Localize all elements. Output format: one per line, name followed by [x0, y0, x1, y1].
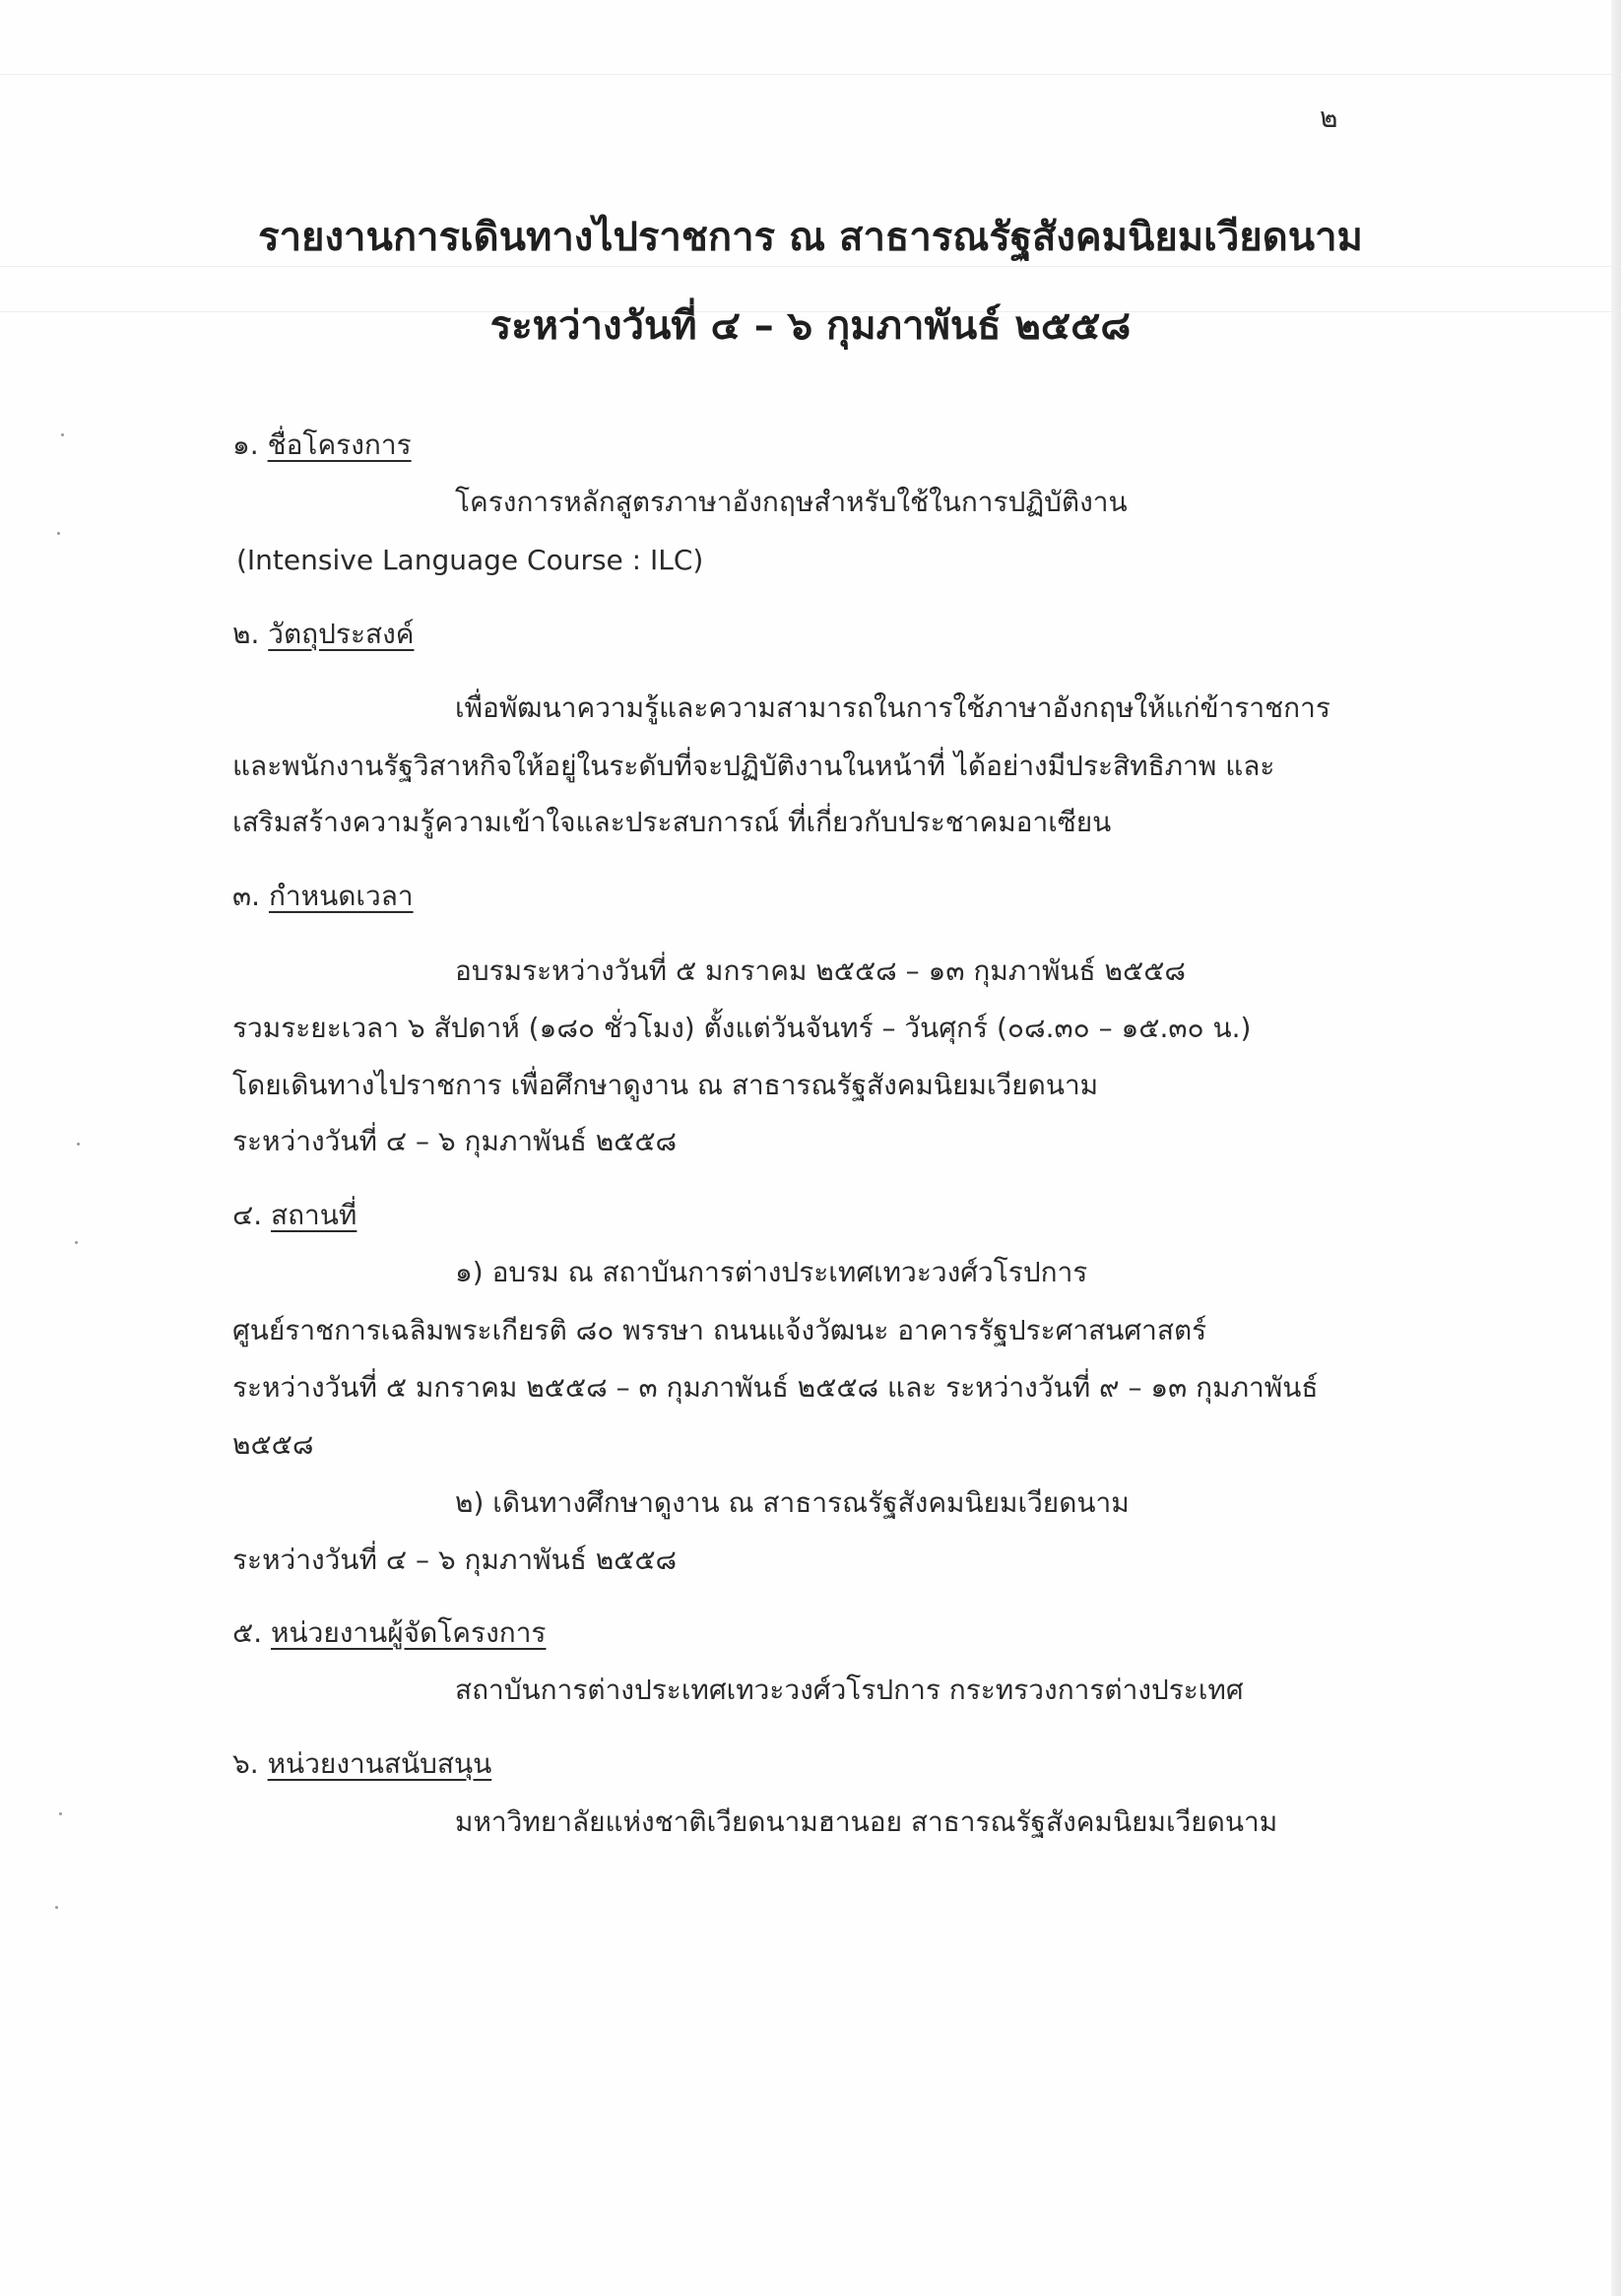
- paragraph-line: โดยเดินทางไปราชการ เพื่อศึกษาดูงาน ณ สาธารณรัฐสังคมนิยมเวียดนาม: [232, 1069, 1099, 1101]
- section-heading: [232, 617, 414, 652]
- section-heading: [232, 1198, 357, 1233]
- paragraph-line: ศูนย์ราชการเฉลิมพระเกียรติ ๘๐ พรรษา ถนนแจ้งวัฒนะ อาคารรัฐประศาสนศาสตร์: [232, 1314, 1207, 1346]
- section-title: หน่วยงานผู้จัดโครงการ: [271, 1616, 547, 1649]
- paragraph-line: รวมระยะเวลา ๖ สัปดาห์ (๑๘๐ ชั่วโมง) ตั้งแต่วันจันทร์ – วันศุกร์ (๐๘.๓๐ – ๑๕.๓๐ น.): [232, 1012, 1252, 1044]
- paragraph-line: ระหว่างวันที่ ๕ มกราคม ๒๕๕๘ – ๓ กุมภาพันธ์ ๒๕๕๘ และ ระหว่างวันที่ ๙ – ๑๓ กุมภาพันธ์: [232, 1371, 1319, 1404]
- paragraph-line: ระหว่างวันที่ ๔ – ๖ กุมภาพันธ์ ๒๕๕๘: [232, 1543, 678, 1576]
- section-heading: [232, 427, 412, 463]
- section-number: ๒.: [232, 618, 260, 650]
- paragraph-line: ระหว่างวันที่ ๔ – ๖ กุมภาพันธ์ ๒๕๕๘: [232, 1125, 678, 1157]
- page-number: ๒: [1320, 101, 1338, 134]
- section-number: ๕.: [232, 1616, 263, 1649]
- paragraph-line: สถาบันการต่างประเทศเทวะวงศ์วโรปการ กระทรวงการต่างประเทศ: [455, 1673, 1244, 1706]
- section-heading: [232, 879, 414, 914]
- section-title: สถานที่: [271, 1199, 357, 1231]
- paragraph-line: ๒) เดินทางศึกษาดูงาน ณ สาธารณรัฐสังคมนิยมเวียดนาม: [455, 1486, 1130, 1519]
- section-number: ๖.: [232, 1747, 259, 1780]
- section-number: ๔.: [232, 1199, 263, 1231]
- scan-speck: [59, 1812, 62, 1815]
- scan-speck: [57, 532, 60, 535]
- scan-artifact-line: [0, 74, 1621, 75]
- document-title-line-2: ระหว่างวันที่ ๔ – ๖ กุมภาพันธ์ ๒๕๕๘: [489, 303, 1132, 349]
- section-number: ๑.: [232, 428, 259, 461]
- paragraph-line: มหาวิทยาลัยแห่งชาติเวียดนามฮานอย สาธารณรัฐสังคมนิยมเวียดนาม: [455, 1805, 1278, 1838]
- paragraph-line: ๑) อบรม ณ สถาบันการต่างประเทศเทวะวงศ์วโรปการ: [455, 1256, 1088, 1288]
- section-title: ชื่อโครงการ: [267, 428, 412, 461]
- paragraph-line: ๒๕๕๘: [232, 1428, 314, 1461]
- section-title: วัตถุประสงค์: [268, 618, 415, 650]
- section-heading: [232, 1746, 491, 1782]
- paragraph-line: โครงการหลักสูตรภาษาอังกฤษสำหรับใช้ในการปฏิบัติงาน: [455, 486, 1128, 518]
- document-title-line-1: รายงานการเดินทางไปราชการ ณ สาธารณรัฐสังคมนิยมเวียดนาม: [258, 215, 1363, 260]
- paragraph-line: และพนักงานรัฐวิสาหกิจให้อยู่ในระดับที่จะปฏิบัติงานในหน้าที่ ได้อย่างมีประสิทธิภาพ และ: [232, 750, 1275, 782]
- scan-speck: [61, 433, 64, 436]
- paragraph-line: เสริมสร้างความรู้ความเข้าใจและประสบการณ์ ที่เกี่ยวกับประชาคมอาเซียน: [232, 806, 1112, 838]
- scan-speck: [55, 1906, 58, 1909]
- scan-speck: [75, 1241, 78, 1244]
- paragraph-line: (Intensive Language Course : ILC): [236, 544, 704, 576]
- section-heading: [232, 1615, 546, 1651]
- scan-speck: [77, 1143, 80, 1146]
- section-number: ๓.: [232, 880, 261, 912]
- section-title: กำหนดเวลา: [268, 880, 414, 912]
- section-title: หน่วยงานสนับสนุน: [267, 1747, 492, 1780]
- paragraph-line: เพื่อพัฒนาความรู้และความสามารถในการใช้ภาษาอังกฤษให้แก่ข้าราชการ: [455, 691, 1330, 724]
- paragraph-line: อบรมระหว่างวันที่ ๕ มกราคม ๒๕๕๘ – ๑๓ กุมภาพันธ์ ๒๕๕๘: [455, 954, 1186, 987]
